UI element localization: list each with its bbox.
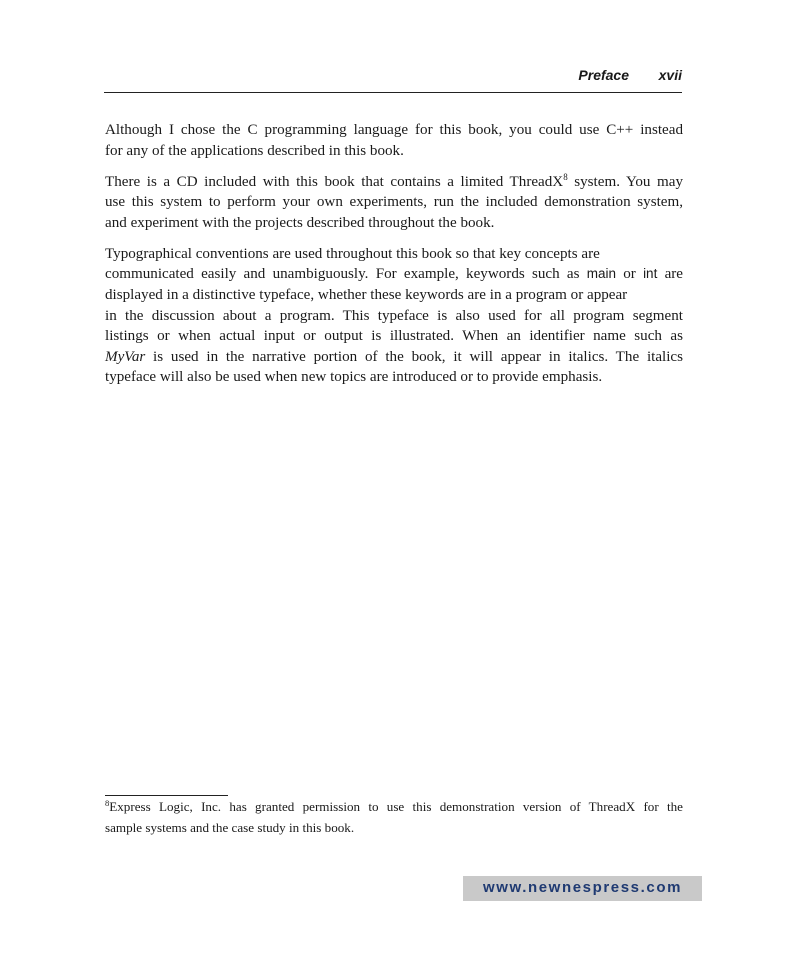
text-segment: Express Logic, Inc. has granted permission to use this demonstration version of ThreadX for the xyxy=(109,799,683,814)
paragraph-typographical-conventions xyxy=(105,244,683,388)
text-line: listings or when actual input or output is illustrated. When an identifier name such as xyxy=(105,328,683,345)
text-line: Typographical conventions are used throughout this book so that key concepts are xyxy=(105,245,600,262)
paragraph-language-note xyxy=(105,120,683,161)
text-line: and experiment with the projects described throughout the book. xyxy=(105,214,495,231)
text-segment: communicated easily and unambiguously. For example, keywords such as xyxy=(105,266,587,283)
text-line: typeface will also be used when new topics are introduced or to provide emphasis. xyxy=(105,369,603,386)
footnote-line: sample systems and the case study in this book. xyxy=(105,819,355,835)
footnote xyxy=(105,797,683,838)
text-segment: There is a CD included with this book that contains a limited ThreadX xyxy=(105,173,564,190)
running-head xyxy=(104,64,682,93)
body-text xyxy=(105,120,683,398)
text-line xyxy=(105,347,683,368)
footnote-reference: 8 xyxy=(563,171,568,182)
publisher-url-banner xyxy=(463,876,702,901)
text-segment: system. You may xyxy=(567,173,683,190)
text-line xyxy=(105,172,683,193)
footnote-line xyxy=(105,797,683,818)
code-keyword-int: int xyxy=(643,266,658,282)
paragraph-cd-note xyxy=(105,172,683,234)
text-line xyxy=(105,264,683,285)
text-segment: or xyxy=(615,266,644,283)
text-line: in the discussion about a program. This typeface is also used for all program segment xyxy=(105,307,683,324)
text-line: displayed in a distinctive typeface, whether these keywords are in a program or appear xyxy=(105,286,628,303)
italic-identifier: MyVar xyxy=(105,348,146,365)
running-head-section: Preface xyxy=(578,67,629,83)
publisher-url: www.newnespress.com xyxy=(482,879,683,896)
footnote-divider xyxy=(105,795,228,796)
footnote-marker: 8 xyxy=(105,798,110,808)
text-segment: is used in the narrative portion of the book, it will appear in italics. The italics xyxy=(145,348,683,365)
code-keyword-main: main xyxy=(586,266,616,282)
text-line: use this system to perform your own experiments, run the included demonstration system, xyxy=(105,194,683,211)
page-number: xvii xyxy=(658,67,682,83)
text-line: for any of the applications described in this book. xyxy=(105,142,404,159)
text-line: Although I chose the C programming language for this book, you could use C++ instead xyxy=(105,122,683,138)
text-segment: are xyxy=(657,266,683,283)
